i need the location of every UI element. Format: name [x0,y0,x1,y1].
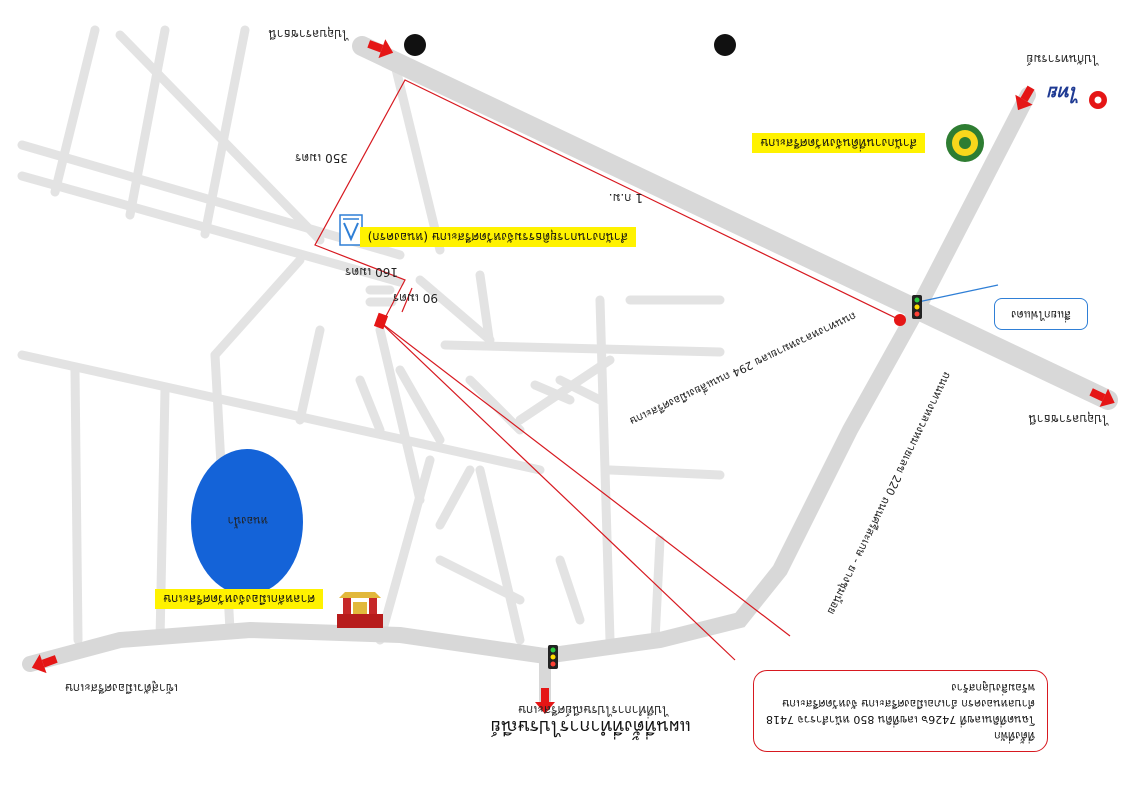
distance-160m: 160 เมตร [345,265,398,279]
distance-1km: 1 ก.ม. [608,191,643,205]
address-line-3: ตำบลหนองครก อำเภอเมืองศรีสะเกษ จังหวัดศรีสะเกษ [782,697,1035,710]
address-callout [753,670,1048,752]
pond-label: หนองน้ำ [227,514,268,527]
to-sisaket-center-label: เข้าสู่ตัวเมืองศรีสะเกษ [64,681,178,695]
to-post-office-label: ไปที่ทำการไปรษณีย์ศรีสะเกษ [518,703,668,717]
distance-350m: 350 เมตร [295,151,348,165]
highway-220-label: ถนนทางหลวงหมายเลข 220 ถนนศรีสะเกษ - ยางชุมน้อย [824,369,954,617]
address-line-2: โฉนดที่ดินเลขที่ 7426๖ เลขที่ดิน 850 หน้าสำรวจ 7418 [765,713,1035,726]
traffic-light-label: สี่แยกไฟแดง [994,298,1088,330]
city-shrine-label: ศาลหลักเมืองจังหวัดศรีสะเกษ [155,589,323,609]
address-line-1: ที่ตั้งที่พัก [994,729,1035,742]
highway-294-label: ถนนทางหลวงหมายเลข 294 ถนนเลี่ยงเมืองศรีสะเกษ [627,309,859,428]
land-office-label: สำนักงานที่ดินจังหวัดศรีสะเกษ [752,133,925,153]
to-ubon-b-label: ไปอุบลราชธานี [1028,412,1108,426]
brand-logo: ไทย [1048,82,1080,103]
address-line-4: พร้อมสิ่งปลูกสร้าง [951,681,1035,694]
to-ubon-a-label: ไปอุบลราชธานี [268,27,348,41]
distance-90m: 90 เมตร [392,291,438,305]
court-office-label: สำนักงานการยุติธรรมจังหวัดศรีสะเกษ (หนองครก) [360,227,636,247]
page-title: แผนที่ตั้งที่ทำการไปรษณีย์ [490,716,691,737]
to-kanthararom-label: ไปกันทรารมย์ [1026,52,1098,66]
